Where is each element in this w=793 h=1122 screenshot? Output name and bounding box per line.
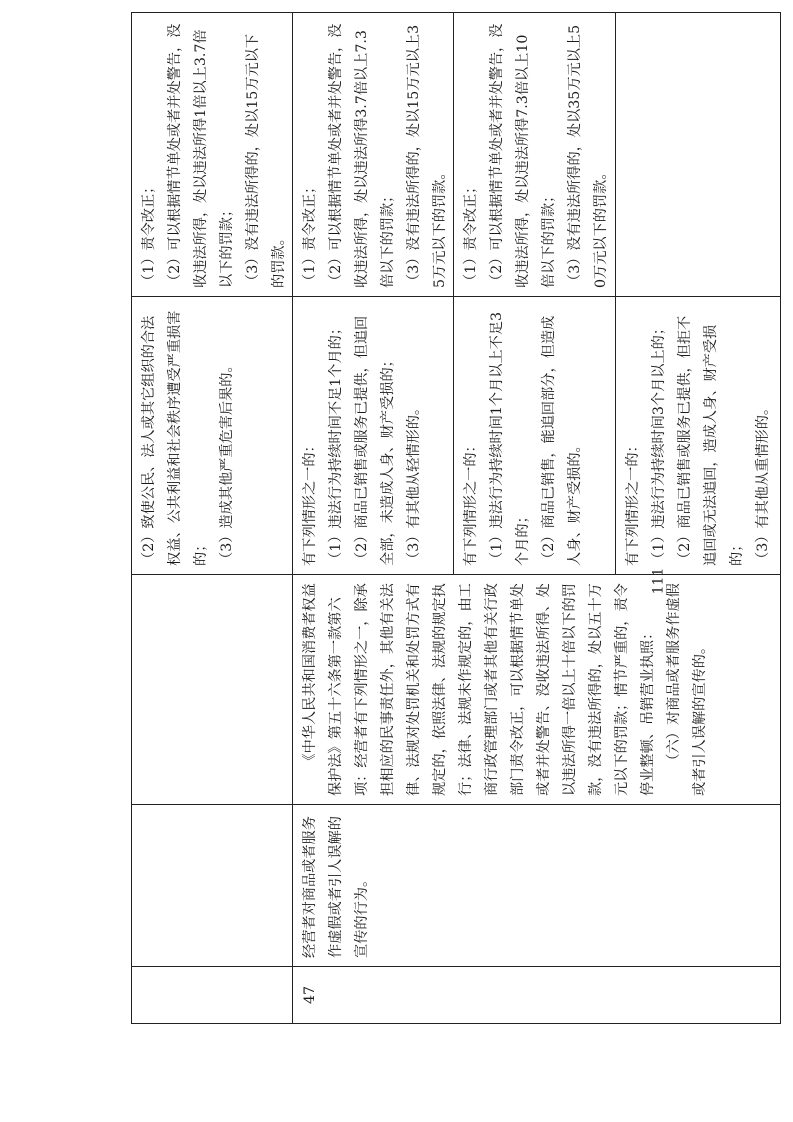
penalty-cell-prev bbox=[132, 13, 293, 297]
penalty-cell-medium bbox=[454, 13, 616, 297]
legal-basis-paragraph: 《中华人民共和国消费者权益保护法》第五十六条第一款第六项：经营者有下列情形之一，除承担相应的民事责任外，其他有关法律、法规对处罚机关和处罚方式有规定的，依照法律、法规的规定执行；法律、法规未作规定的，由工商行政管理部门或者其他有关行政部门责令改正，可以根据情节单处或者并处警告、没收违法所得、处以违法所得一倍以上十倍以下的罚款，没有违法所得的，处以五十万元以下的罚款；情节严重的，责令停业整顿、吊销营业执照： bbox=[302, 583, 656, 796]
legal-basis-paragraph: （六）对商品或者服务作虚假或者引人误解的宣传的。 bbox=[666, 583, 708, 796]
item-number: 47 bbox=[302, 985, 318, 1005]
penalty-line: （3）没有违法所得的，处以35万元以上50万元以下的罚款。 bbox=[567, 24, 609, 288]
penalty-line: （1）责令改正； bbox=[302, 179, 318, 288]
continuation-row bbox=[132, 13, 293, 1024]
blank-act-cell bbox=[132, 805, 293, 967]
item-number-cell bbox=[293, 967, 781, 1024]
penalty-prev-line: （3）没有违法所得的，处以15万元以下的罚款。 bbox=[245, 33, 287, 288]
circumstance-line: （1）违法行为持续时间不足1个月的； bbox=[328, 320, 344, 566]
penalty-standard-table bbox=[131, 12, 781, 1024]
penalty-line: （2）可以根据情节单处或者并处警告，没收违法所得，处以违法所得3.7倍以上7.3倍以下的罚款； bbox=[328, 23, 396, 288]
circumstance-line: （1）违法行为持续时间1个月以上不足3个月的； bbox=[489, 311, 531, 566]
row-47-level-light bbox=[293, 13, 454, 1024]
penalty-line: （2）可以根据情节单处或者并处警告，没收违法所得，处以违法所得7.3倍以上10倍以下的罚款； bbox=[489, 23, 557, 288]
circumstance-line: （3）有其他从轻情形的。 bbox=[406, 400, 422, 566]
circumstance-cell-prev bbox=[132, 297, 293, 575]
circumstance-line: （1）违法行为持续时间3个月以上的； bbox=[651, 320, 667, 566]
penalty-cell-heavy bbox=[616, 13, 781, 297]
circumstance-line: （2）商品已销售或服务已提供，但追回全部，未造成人身、财产受损的； bbox=[354, 315, 396, 566]
legal-basis-cell bbox=[293, 575, 781, 805]
illegal-act-text: 经营者对商品或者服务作虚假或者引人误解的宣传的行为。 bbox=[302, 816, 370, 958]
illegal-act-cell bbox=[293, 805, 781, 967]
penalty-prev-line: （1）责令改正； bbox=[141, 179, 157, 288]
penalty-line: （1）责令改正； bbox=[463, 179, 479, 288]
circumstance-line: （2）商品已销售，能追回部分，但造成人身、财产受损的。 bbox=[541, 315, 583, 566]
circumstance-line: 有下列情形之一的： bbox=[625, 438, 641, 566]
circumstance-line: 有下列情形之一的： bbox=[463, 438, 479, 566]
page-number-text: 111 bbox=[650, 567, 667, 595]
page-number bbox=[648, 561, 668, 601]
circumstance-prev-line: （3）造成其他严重危害后果的。 bbox=[219, 358, 235, 566]
circumstance-cell-medium bbox=[454, 297, 616, 575]
circumstance-line: （2）商品已销售或服务已提供，但拒不追回或无法追回，造成人身、财产受损的； bbox=[677, 315, 745, 566]
penalty-line: （3）没有违法所得的，处以15万元以上35万元以下的罚款。 bbox=[406, 24, 448, 288]
rotated-table-container bbox=[131, 13, 771, 1024]
penalty-cell-light bbox=[293, 13, 454, 297]
circumstance-cell-light bbox=[293, 297, 454, 575]
circumstance-cell-heavy bbox=[616, 297, 781, 575]
circumstance-prev-line: （2）致使公民、法人或其它组织的合法权益、公共利益和社会秩序遭受严重损害的； bbox=[141, 310, 209, 566]
circumstance-line: 有下列情形之一的： bbox=[302, 438, 318, 566]
blank-number-cell bbox=[132, 967, 293, 1024]
penalty-prev-line: （2）可以根据情节单处或者并处警告，没收违法所得，处以违法所得1倍以上3.7倍以下的罚款； bbox=[167, 23, 235, 288]
blank-law-cell bbox=[132, 575, 293, 805]
circumstance-line: （3）有其他从重情形的。 bbox=[755, 400, 771, 566]
